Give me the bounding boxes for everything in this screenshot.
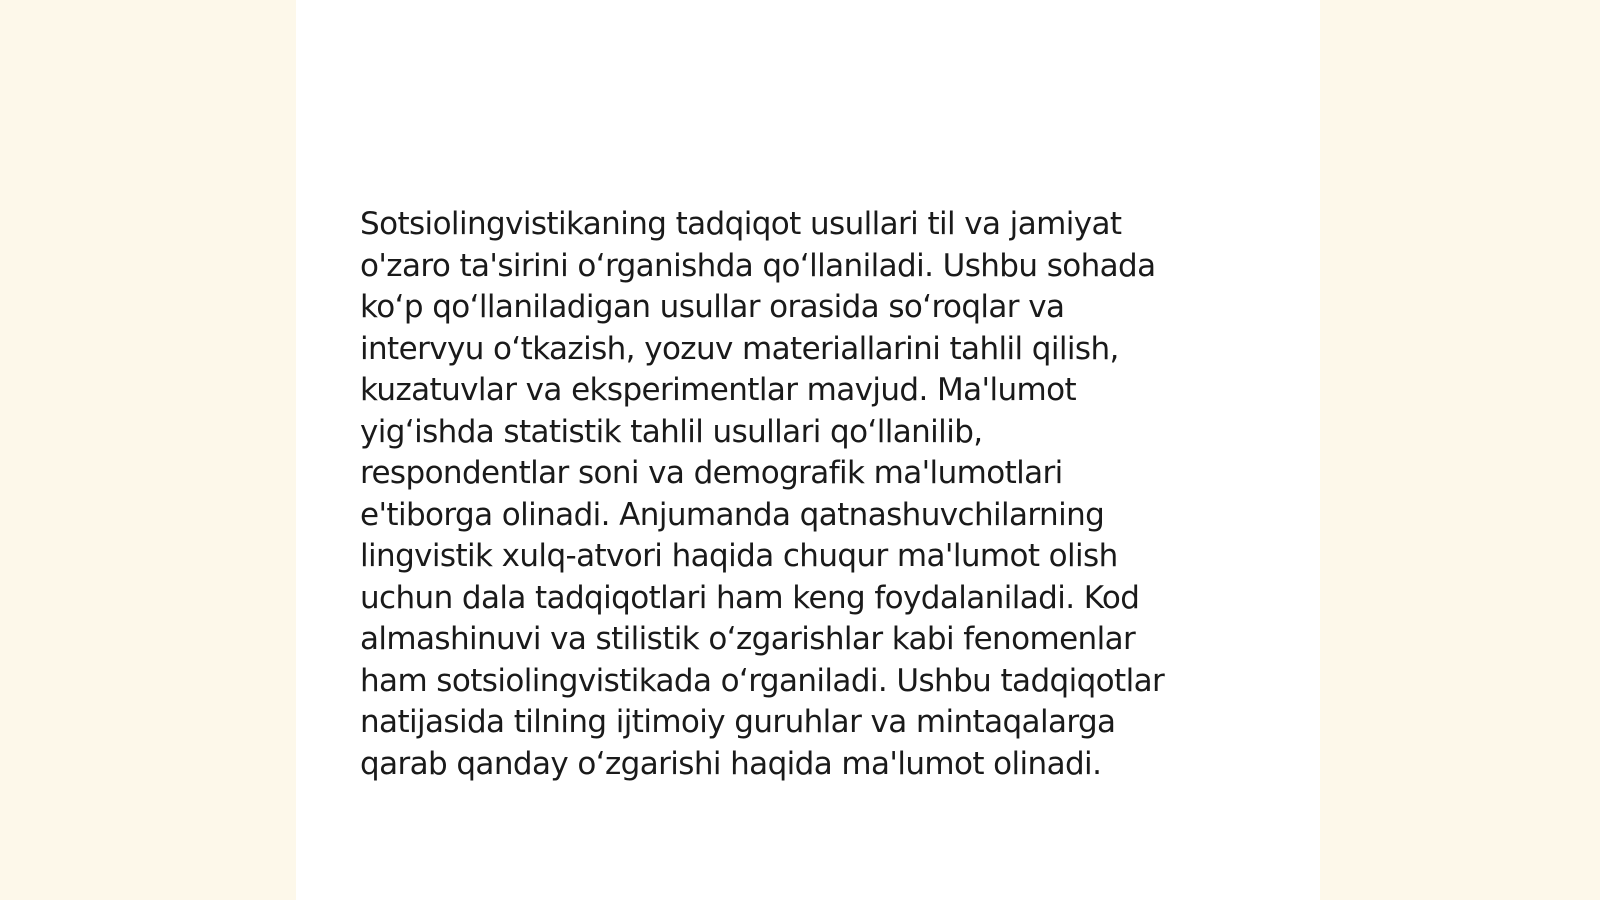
paragraph-line: Sotsiolingvistikaning tadqiqot usullari til va jamiyat [360, 206, 1122, 242]
paragraph-line: lingvistik xulq-atvori haqida chuqur ma'lumot olish [360, 538, 1118, 574]
paragraph-line: uchun dala tadqiqotlari ham keng foydalaniladi. Kod [360, 579, 1140, 616]
paragraph-line: ham sotsiolingvistikada oʻrganiladi. Ushbu tadqiqotlar [360, 662, 1165, 699]
paragraph-line: koʻp qoʻllaniladigan usullar orasida soʻroqlar va [360, 289, 1065, 325]
paragraph-line: qarab qanday oʻzgarishi haqida ma'lumot olinadi. [360, 745, 1102, 782]
body-paragraph [360, 204, 1260, 785]
paragraph-line: intervyu oʻtkazish, yozuv materiallarini tahlil qilish, [360, 330, 1119, 367]
paragraph-line: o'zaro ta'sirini oʻrganishda qoʻllaniladi. Ushbu sohada [360, 247, 1156, 284]
paragraph-line: e'tiborga olinadi. Anjumanda qatnashuvchilarning [360, 496, 1105, 533]
paragraph-line: natijasida tilning ijtimoiy guruhlar va mintaqalarga [360, 704, 1116, 740]
paragraph-line: kuzatuvlar va eksperimentlar mavjud. Ma'lumot [360, 372, 1077, 408]
paragraph-line: yigʻishda statistik tahlil usullari qoʻllanilib, [360, 413, 983, 450]
document-page [296, 0, 1320, 900]
paragraph-line: respondentlar soni va demografik ma'lumotlari [360, 455, 1063, 491]
paragraph-line: almashinuvi va stilistik oʻzgarishlar kabi fenomenlar [360, 621, 1136, 657]
